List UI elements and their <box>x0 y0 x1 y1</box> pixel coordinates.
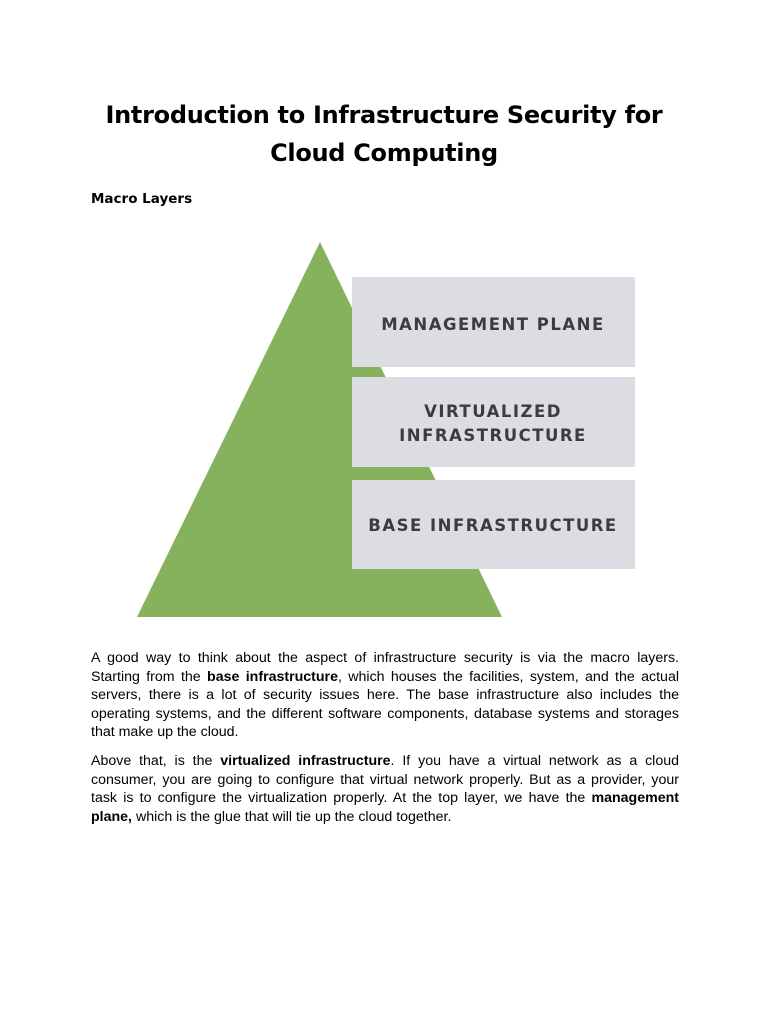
document-title-line-1: Introduction to Infrastructure Security for <box>105 101 663 129</box>
layer-box-virtualized-infrastructure <box>352 377 635 467</box>
layer-box-management-plane <box>352 277 635 367</box>
paragraph-2-text-2: . If you have a virtual network as a cloud consumer, you are going to configure that virtual network properly. But as a provider, your task is to configure the virtualization properly. At the top layer, we have the <box>91 753 679 807</box>
paragraph-macro-layers-intro <box>91 649 679 742</box>
term-management-plane: management plane, <box>91 790 679 825</box>
section-heading: Macro Layers <box>91 191 193 207</box>
paragraph-2-text-3: which is the glue that will tie up the cloud together. <box>132 808 452 825</box>
paragraph-virtualization <box>91 752 679 826</box>
layer-label-management-plane: MANAGEMENT PLANE <box>381 315 605 334</box>
term-base-infrastructure: base infrastructure <box>207 668 338 685</box>
layer-label-virtualized-line-2: INFRASTRUCTURE <box>399 426 587 445</box>
document-title-line-2: Cloud Computing <box>270 139 498 167</box>
term-virtualized-infrastructure: virtualized infrastructure <box>220 753 391 769</box>
layer-box-base-infrastructure <box>352 480 635 569</box>
paragraph-1-text-1: A good way to think about the aspect of infrastructure security is via the macro layers. Starting from the <box>91 650 679 685</box>
layer-label-virtualized-line-1: VIRTUALIZED <box>424 402 562 421</box>
paragraph-1-text-2: , which houses the facilities, system, and the actual servers, there is a lot of security issues here. The base infrastructure also includes the operating systems, and the different software components, database systems and storages that make up the cloud. <box>91 668 679 741</box>
paragraph-2-text-1: Above that, is the <box>91 753 221 769</box>
layer-label-base-infrastructure: BASE INFRASTRUCTURE <box>368 516 618 535</box>
